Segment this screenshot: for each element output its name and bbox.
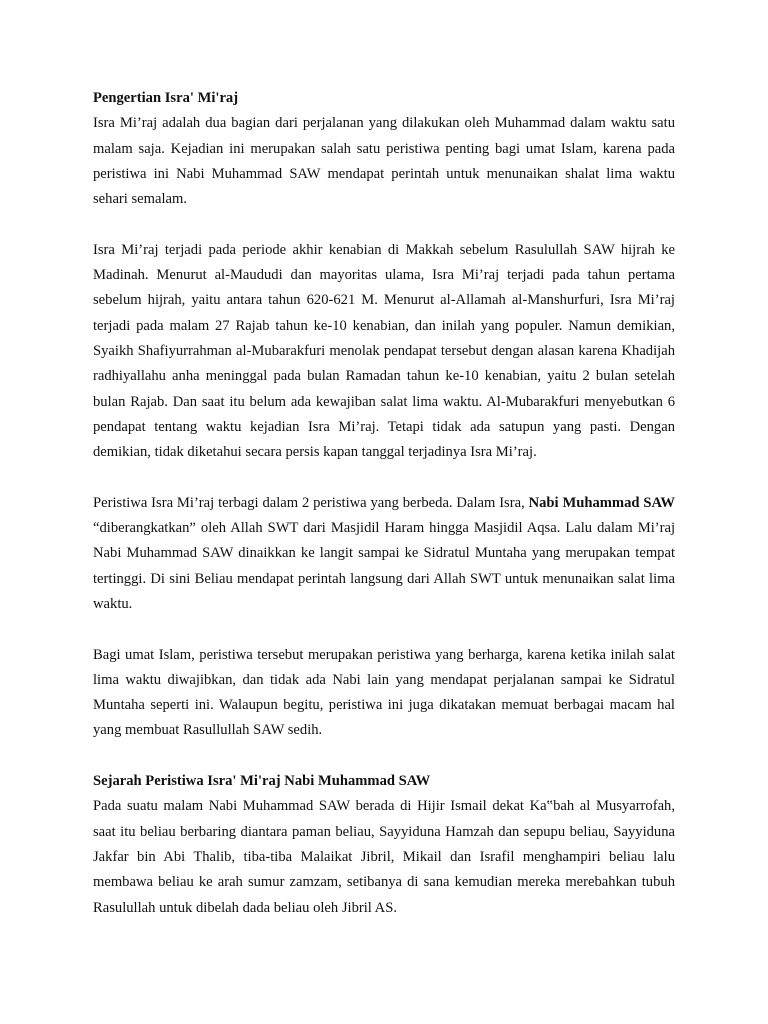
paragraph-1: Isra Mi’raj adalah dua bagian dari perjalanan yang dilakukan oleh Muhammad dalam waktu satu malam saja. Kejadian ini merupakan salah satu peristiwa penting bagi umat Islam, karena pada peristiwa ini Nabi Muhammad SAW mendapat perintah untuk menunaikan shalat lima waktu sehari semalam.: [93, 115, 675, 208]
paragraph-gap: [93, 212, 675, 237]
paragraph-3-bold-text: Nabi Muhammad SAW: [528, 494, 675, 511]
document-page: [93, 86, 675, 921]
paragraph-gap: [93, 744, 675, 769]
paragraph-3-text-start: Peristiwa Isra Mi’raj terbagi dalam 2 peristiwa yang berbeda. Dalam Isra,: [93, 494, 529, 511]
paragraph-4: Bagi umat Islam, peristiwa tersebut merupakan peristiwa yang berharga, karena ketika inilah salat lima waktu diwajibkan, dan tidak ada Nabi lain yang mendapat perjalanan sampai ke Sidratul Muntaha seperti ini. Walaupun begitu, peristiwa ini juga dikatakan memuat berbagai macam hal yang membuat Rasullullah SAW sedih.: [93, 646, 675, 739]
paragraph-gap: [93, 465, 675, 490]
section-heading-sejarah: Sejarah Peristiwa Isra' Mi'raj Nabi Muhammad SAW: [93, 773, 431, 790]
paragraph-2: Isra Mi’raj terjadi pada periode akhir kenabian di Makkah sebelum Rasulullah SAW hijrah ke Madinah. Menurut al-Maududi dan mayoritas ulama, Isra Mi’raj terjadi pada tahun pertama sebelum hijrah, yaitu antara tahun 620-621 M. Menurut al-Allamah al-Manshurfuri, Isra Mi’raj terjadi pada malam 27 Rajab tahun ke-10 kenabian, dan inilah yang populer. Namun demikian, Syaikh Shafiyurrahman al-Mubarakfuri menolak pendapat tersebut dengan alasan karena Khadijah radhiyallahu anha meninggal pada bulan Ramadan tahun ke-10 kenabian, yaitu 2 bulan setelah bulan Rajab. Dan saat itu belum ada kewajiban salat lima waktu. Al-Mubarakfuri menyebutkan 6 pendapat tentang waktu kejadian Isra Mi’raj. Tetapi tidak ada satupun yang pasti. Dengan demikian, tidak diketahui secara persis kapan tanggal terjadinya Isra Mi’raj.: [93, 241, 675, 461]
paragraph-gap: [93, 617, 675, 642]
paragraph-3: [93, 491, 675, 617]
paragraph-3-text-end: “diberangkatkan” oleh Allah SWT dari Masjidil Haram hingga Masjidil Aqsa. Lalu dalam Mi’raj Nabi Muhammad SAW dinaikkan ke langit sampai ke Sidratul Muntaha yang merupakan tempat tertinggi. Di sini Beliau mendapat perintah langsung dari Allah SWT untuk menunaikan salat lima waktu.: [93, 520, 675, 612]
paragraph-5: Pada suatu malam Nabi Muhammad SAW berada di Hijir Ismail dekat Ka‟bah al Musyarrofah, saat itu beliau berbaring diantara paman beliau, Sayyiduna Hamzah dan sepupu beliau, Sayyiduna Jakfar bin Abi Thalib, tiba-tiba Malaikat Jibril, Mikail dan Israfil menghampiri beliau lalu membawa beliau ke arah sumur zamzam, setibanya di sana kemudian mereka merebahkan tubuh Rasulullah untuk dibelah dada beliau oleh Jibril AS.: [93, 798, 675, 916]
section-heading-pengertian: Pengertian Isra' Mi'raj: [93, 90, 239, 106]
